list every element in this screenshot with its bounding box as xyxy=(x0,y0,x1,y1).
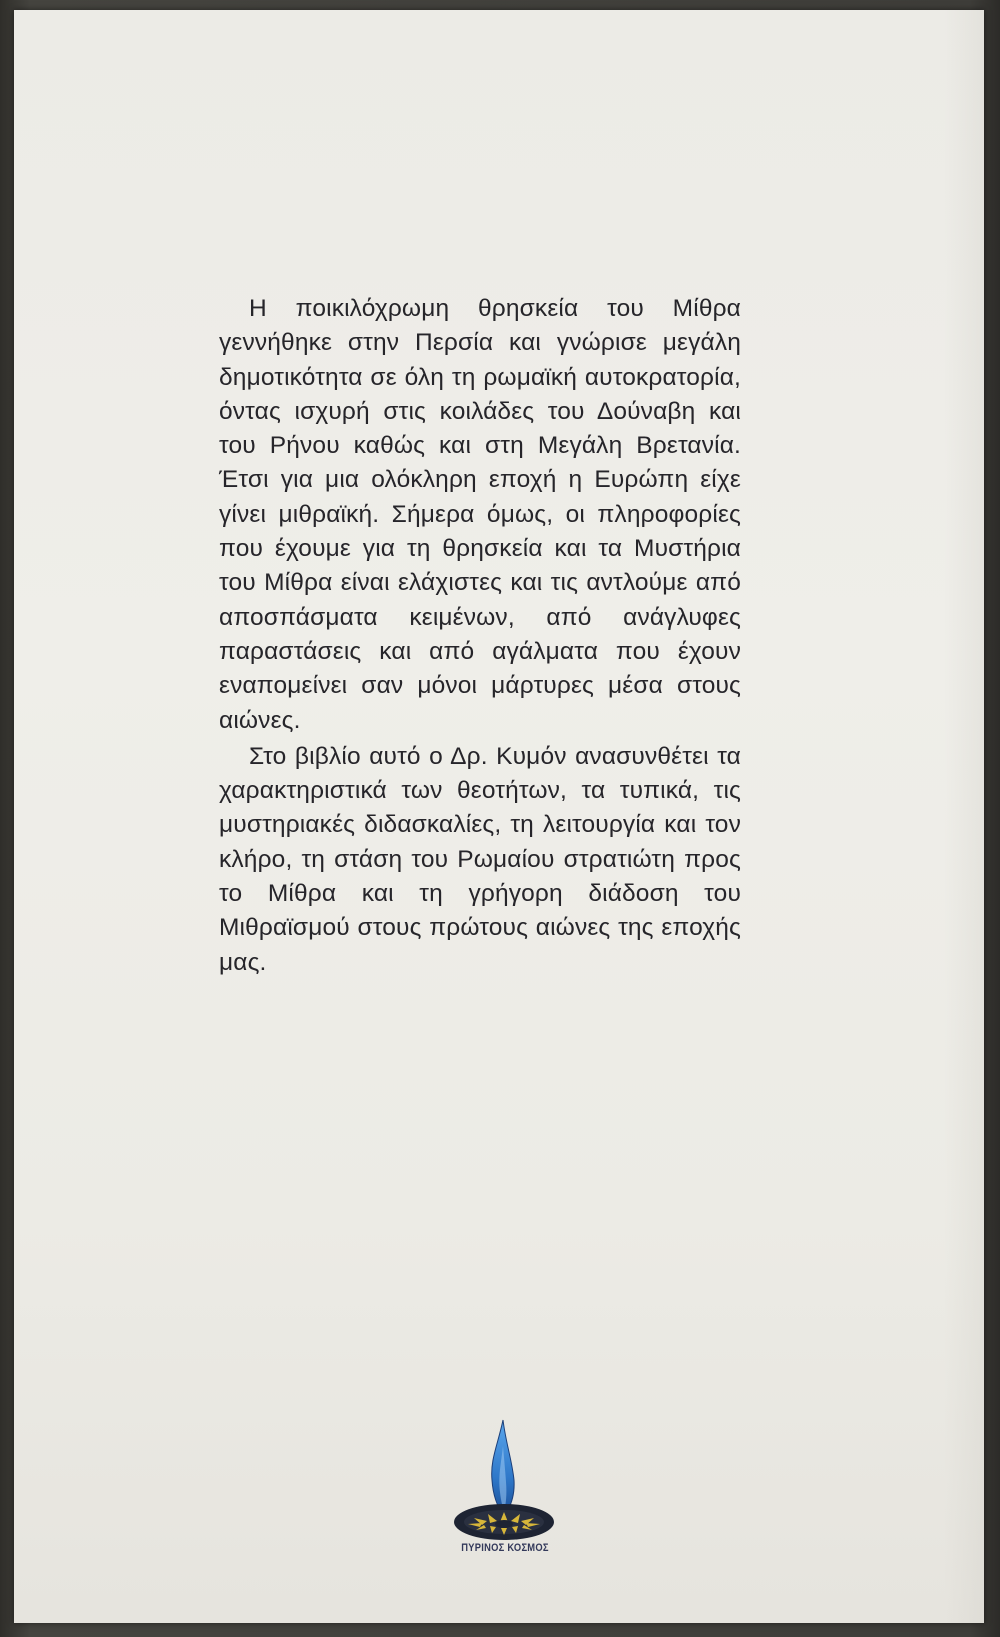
publisher-name: ΠΥΡΙΝΟΣ ΚΟΣΜΟΣ xyxy=(461,1542,549,1554)
back-cover-blurb xyxy=(219,292,741,980)
blue-flame-icon xyxy=(440,1416,570,1546)
blurb-paragraph-2: Στο βιβλίο αυτό ο Δρ. Κυμόν ανασυνθέτει τα χαρακτηριστικά των θεοτήτων, τα τυπικά, τις μυστηριακές διδασκαλίες, τη λειτουργία και τον κλήρο, τη στάση του Ρωμαίου στρατιώτη προς το Μίθρα και τη γρήγορη διάδοση του Μιθραϊσμού στους πρώτους αιώνες της εποχής μας. xyxy=(219,742,741,976)
blurb-paragraph-1: Η ποικιλόχρωμη θρησκεία του Μίθρα γεννήθηκε στην Περσία και γνώρισε μεγάλη δημοτικότητα σε όλη τη ρωμαϊκή αυτοκρατορία, όντας ισχυρή στις κοιλάδες του Δούναβη και του Ρήνου καθώς και στη Μεγάλη Βρετανία. Έτσι για μια ολόκληρη εποχή η Ευρώπη είχε γίνει μιθραϊκή. Σήμερα όμως, οι πληροφορίες που έχουμε για τη θρησκεία και τα Μυστήρια του Μίθρα είναι ελάχιστες και τις αντλούμε από αποσπάσματα κειμένων, από ανάγλυφες παραστάσεις και από αγάλματα που έχουν εναπομείνει σαν μόνοι μάρτυρες μέσα στους αιώνες. xyxy=(219,295,741,734)
